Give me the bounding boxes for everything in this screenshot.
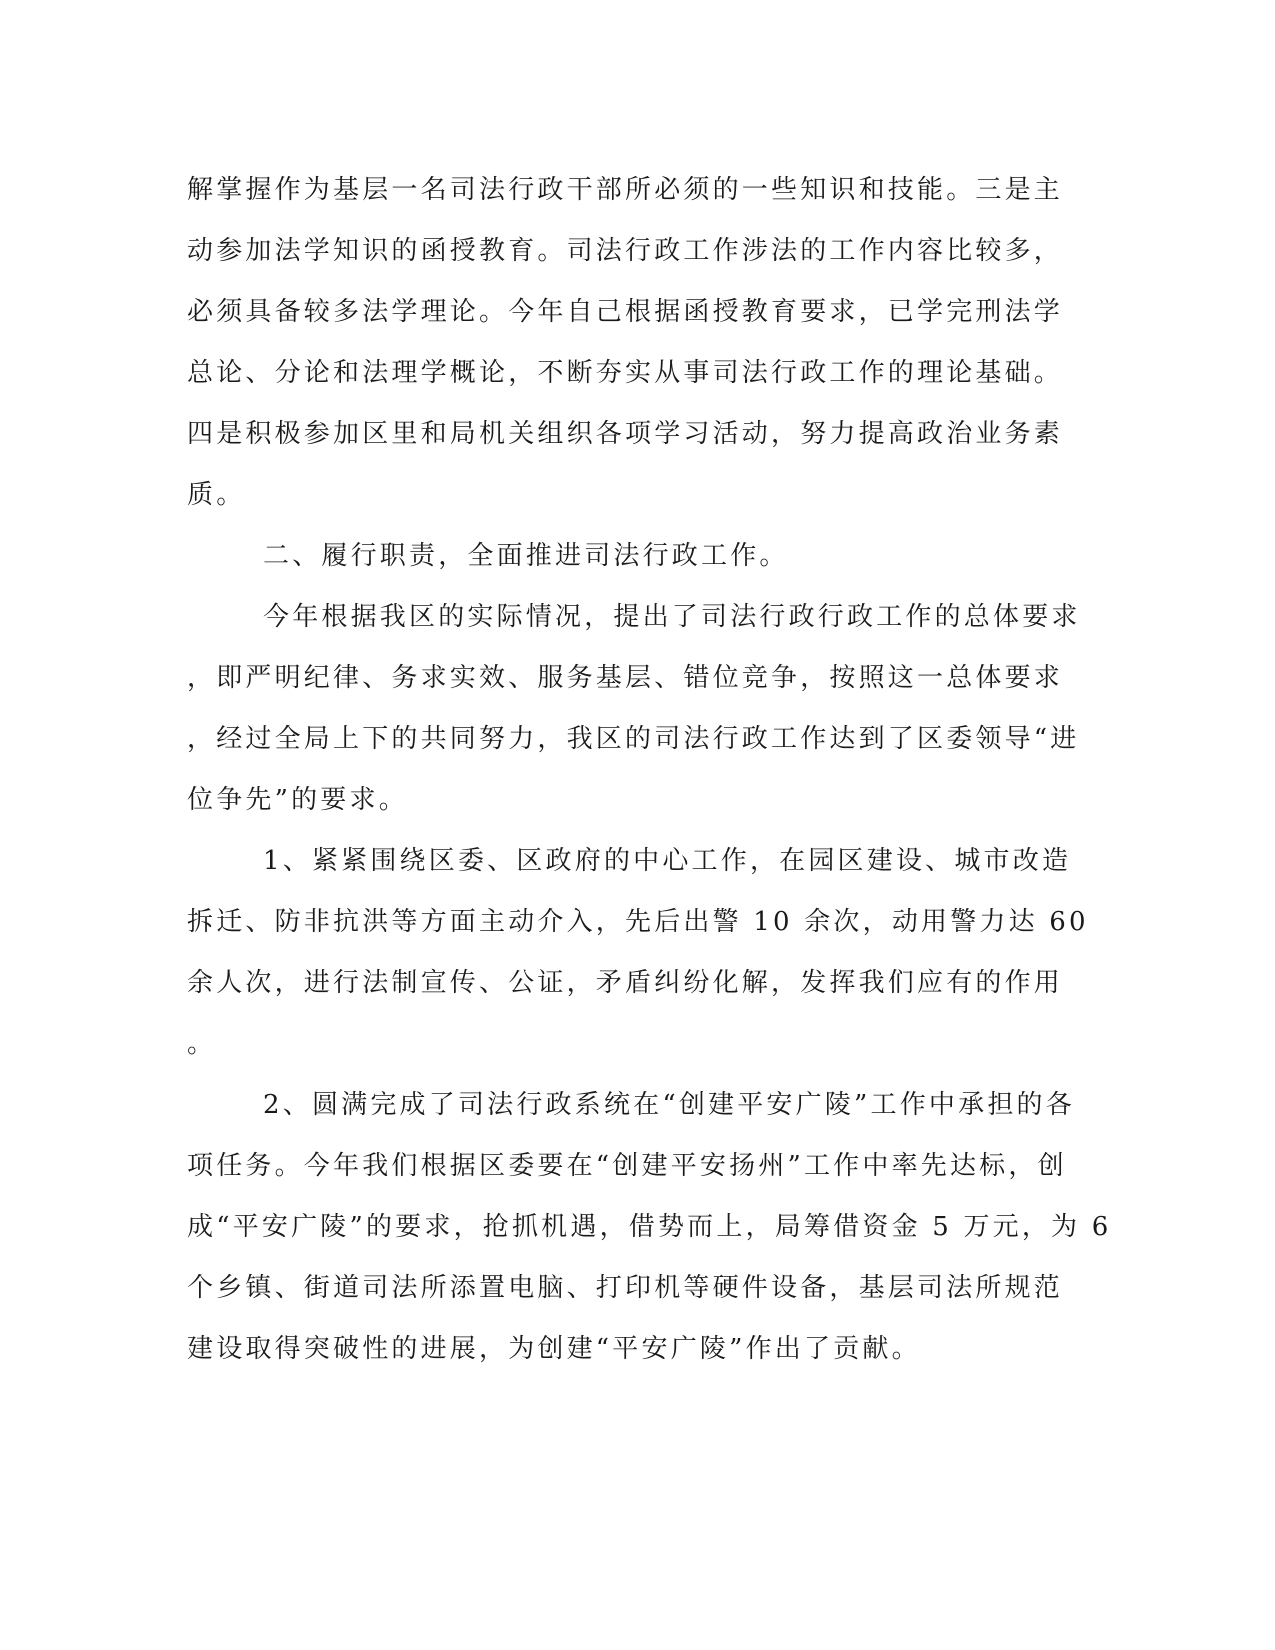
text-line: 成“平安广陵”的要求，抢抓机遇，借势而上，局筹借资金 5 万元，为 6 — [187, 1212, 1112, 1242]
text-line: 必须具备较多法学理论。今年自己根据函授教育要求，已学完刑法学 — [187, 297, 1064, 327]
text-line: 位争先”的要求。 — [187, 785, 408, 815]
text-line: 余人次，进行法制宣传、公证，矛盾纠纷化解，发挥我们应有的作用 — [187, 968, 1064, 998]
document-body — [187, 160, 1112, 1380]
text-line: 项任务。今年我们根据区委要在“创建平安扬州”工作中率先达标，创 — [187, 1151, 1067, 1181]
text-line: 解掌握作为基层一名司法行政干部所必须的一些知识和技能。三是主 — [187, 175, 1064, 205]
text-line: 个乡镇、街道司法所添置电脑、打印机等硬件设备，基层司法所规范 — [187, 1273, 1064, 1303]
text-line: 动参加法学知识的函授教育。司法行政工作涉法的工作内容比较多， — [187, 236, 1064, 266]
text-line: ，经过全局上下的共同努力，我区的司法行政工作达到了区委领导“进 — [187, 724, 1080, 754]
text-line: 总论、分论和法理学概论，不断夯实从事司法行政工作的理论基础。 — [187, 358, 1064, 388]
text-line: 。 — [187, 1029, 217, 1059]
section-heading: 二、履行职责，全面推进司法行政工作。 — [263, 541, 789, 571]
list-item-1-line: 1、紧紧围绕区委、区政府的中心工作，在园区建设、城市改造 — [263, 846, 1072, 876]
text-line: 今年根据我区的实际情况，提出了司法行政行政工作的总体要求 — [263, 602, 1081, 632]
text-line: 拆迁、防非抗洪等方面主动介入，先后出警 10 余次，动用警力达 60 — [187, 907, 1089, 937]
text-line: ，即严明纪律、务求实效、服务基层、错位竞争，按照这一总体要求 — [187, 663, 1064, 693]
text-line: 四是积极参加区里和局机关组织各项学习活动，努力提高政治业务素 — [187, 419, 1064, 449]
text-line: 质。 — [187, 480, 246, 510]
text-line: 建设取得突破性的进展，为创建“平安广陵”作出了贡献。 — [187, 1334, 921, 1364]
list-item-2-line: 2、圆满完成了司法行政系统在“创建平安广陵”工作中承担的各 — [263, 1090, 1075, 1120]
